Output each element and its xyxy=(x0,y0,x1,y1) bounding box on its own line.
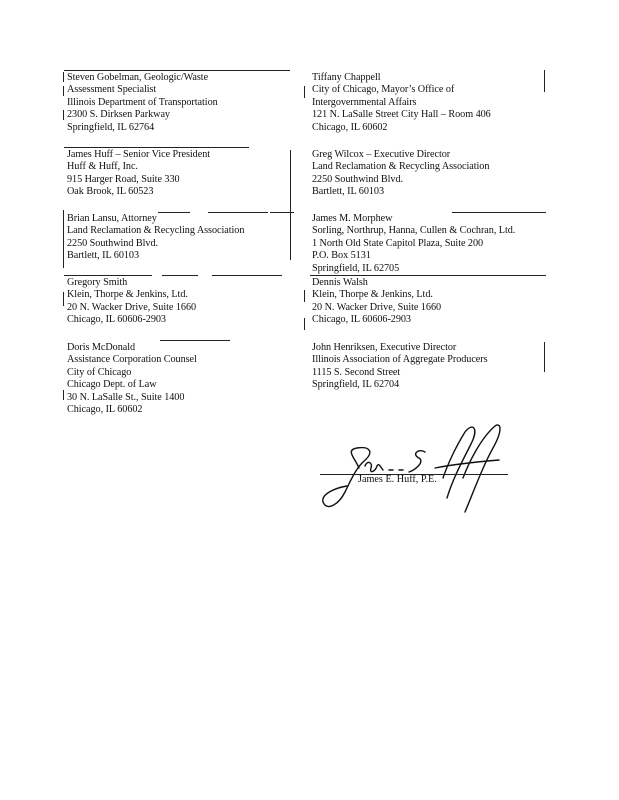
entry-line: Land Reclamation & Recycling Association xyxy=(312,161,490,173)
entry-line: City of Chicago, Mayor’s Office of xyxy=(312,84,455,96)
entry-name: Tiffany Chappell xyxy=(312,72,381,83)
entry-line: Oak Brook, IL 60523 xyxy=(67,186,154,198)
entry-line: Klein, Thorpe & Jenkins, Ltd. xyxy=(67,289,188,301)
entry-line: Huff & Huff, Inc. xyxy=(67,161,138,173)
separator-rule xyxy=(212,275,282,276)
entry-name: Greg Wilcox – Executive Director xyxy=(312,149,451,160)
entry-line: 915 Harger Road, Suite 330 xyxy=(67,173,180,185)
service-entry xyxy=(312,213,515,275)
entry-line: 20 N. Wacker Drive, Suite 1660 xyxy=(312,301,442,313)
entry-name: Steven Gobelman, Geologic/Waste xyxy=(67,72,209,83)
separator-rule xyxy=(64,275,152,276)
entry-name: Dennis Walsh xyxy=(312,277,368,288)
service-entry xyxy=(67,342,197,416)
entry-line: 1 North Old State Capitol Plaza, Suite 200 xyxy=(312,237,484,249)
entry-line: City of Chicago xyxy=(67,366,132,378)
handwritten-signature xyxy=(315,418,515,518)
margin-mark xyxy=(63,86,64,96)
entry-line: P.O. Box 5131 xyxy=(312,250,371,262)
entry-line: Chicago, IL 60602 xyxy=(67,403,143,415)
margin-mark xyxy=(63,72,64,82)
service-entry xyxy=(67,72,218,134)
service-entry xyxy=(67,277,196,327)
margin-mark xyxy=(304,318,305,330)
separator-rule xyxy=(310,275,546,276)
entry-line: Springfield, IL 62705 xyxy=(312,262,400,274)
entry-line: Chicago Dept. of Law xyxy=(67,379,157,391)
entry-line: 30 N. LaSalle St., Suite 1400 xyxy=(67,391,185,403)
margin-mark xyxy=(304,86,305,98)
separator-rule xyxy=(64,70,290,71)
entry-name: Gregory Smith xyxy=(67,277,128,288)
margin-mark xyxy=(544,70,545,92)
entry-line: 1115 S. Second Street xyxy=(312,366,401,378)
entry-line: Chicago, IL 60606-2903 xyxy=(312,314,411,326)
entry-line: Chicago, IL 60602 xyxy=(312,121,388,133)
margin-mark xyxy=(63,390,64,400)
entry-line: Illinois Association of Aggregate Producers xyxy=(312,354,488,366)
entry-line: 20 N. Wacker Drive, Suite 1660 xyxy=(67,301,197,313)
separator-rule xyxy=(64,147,249,148)
entry-line: 2250 Southwind Blvd. xyxy=(67,237,158,249)
margin-mark xyxy=(304,290,305,302)
entry-line: 121 N. LaSalle Street City Hall – Room 406 xyxy=(312,109,491,121)
service-entry xyxy=(312,342,488,392)
margin-mark xyxy=(544,342,545,372)
entry-name: James Huff – Senior Vice President xyxy=(67,149,211,160)
service-entry xyxy=(67,149,210,199)
service-entry xyxy=(312,149,489,199)
entry-line: Land Reclamation & Recycling Association xyxy=(67,225,245,237)
service-entry xyxy=(67,213,244,263)
separator-rule xyxy=(162,275,198,276)
entry-name: James M. Morphew xyxy=(312,213,393,224)
service-entry xyxy=(312,277,441,327)
entry-line: Bartlett, IL 60103 xyxy=(312,186,384,198)
entry-name: John Henriksen, Executive Director xyxy=(312,342,457,353)
signer-name: James E. Huff, P.E. xyxy=(358,474,437,485)
entry-line: 2300 S. Dirksen Parkway xyxy=(67,109,170,121)
entry-line: Bartlett, IL 60103 xyxy=(67,250,139,262)
entry-line: Assistance Corporation Counsel xyxy=(67,354,197,366)
margin-mark xyxy=(290,150,291,260)
entry-line: Springfield, IL 62704 xyxy=(312,379,400,391)
entry-name: Brian Lansu, Attorney xyxy=(67,213,157,224)
entry-line: Klein, Thorpe & Jenkins, Ltd. xyxy=(312,289,433,301)
entry-line: Intergovernmental Affairs xyxy=(312,96,417,108)
margin-mark xyxy=(63,110,64,120)
separator-rule xyxy=(160,340,230,341)
entry-line: Assessment Specialist xyxy=(67,84,157,96)
entry-line: Springfield, IL 62764 xyxy=(67,121,155,133)
entry-line: Sorling, Northrup, Hanna, Cullen & Cochran, Ltd. xyxy=(312,225,516,237)
service-entry xyxy=(312,72,491,134)
margin-mark xyxy=(63,292,64,306)
margin-mark xyxy=(63,210,64,268)
entry-name: Doris McDonald xyxy=(67,342,136,353)
entry-line: 2250 Southwind Blvd. xyxy=(312,173,403,185)
entry-line: Illinois Department of Transportation xyxy=(67,96,218,108)
entry-line: Chicago, IL 60606-2903 xyxy=(67,314,166,326)
